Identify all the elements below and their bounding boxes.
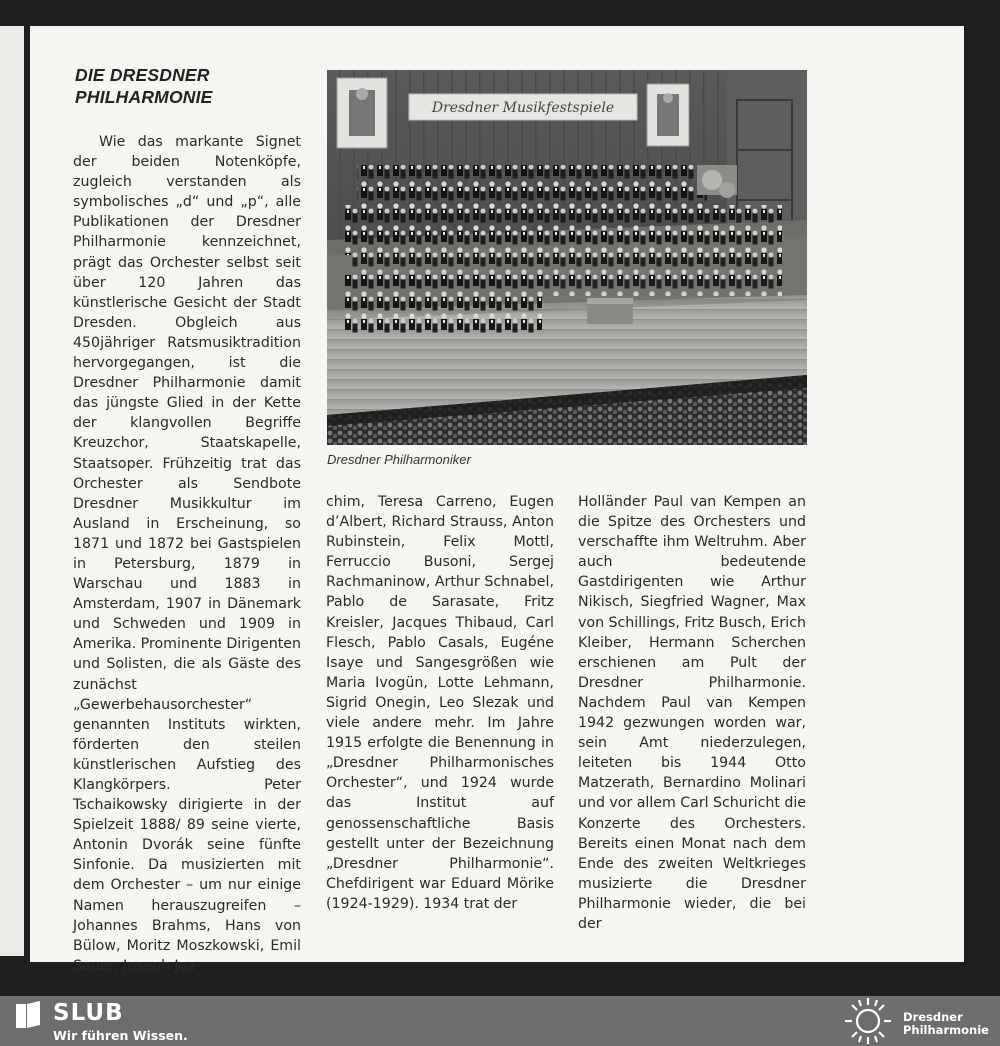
slub-logo-icon[interactable]	[14, 1000, 46, 1032]
heading-line-2: PHILHARMONIE	[75, 87, 213, 107]
previous-page-edge	[0, 26, 24, 956]
library-tagline: Wir führen Wissen.	[53, 1028, 188, 1043]
column-2-text: chim, Teresa Carreno, Eugen d’Albert, Richard Strauss, Anton Rubinstein, Felix Mottl, Ferruccio Busoni, Sergej Rachmaninow, Arthur Schnabel, Pablo de Sarasate, Fritz Kreisler, Jacques Thibaud, Carl Flesch, Pablo Casals, Eugéne Isaye und Sangesgrößen wie Maria Ivogün, Lotte Lehmann, Sigrid Onegin, Leo Slezak und viele andere mehr. Im Jahre 1915 erfolgte die Benennung in „Dresdner Philharmonisches Orchester“, und 1924 wurde das Institut auf genossenschaftliche Basis gestellt unter der Bezeichnung „Dresdner Philharmonie“. Chefdirigent war Eduard Mörike (1924-1929). 1934 trat der	[326, 494, 554, 912]
text-column-3	[578, 492, 806, 934]
photo-banner-text: Dresdner Musikfestspiele	[431, 100, 615, 116]
text-column-2	[326, 492, 554, 914]
orchestra-photo-illustration	[327, 70, 807, 445]
heading-line-1: DIE DRESDNER	[75, 65, 210, 85]
article-heading	[75, 64, 213, 108]
library-name[interactable]: SLUB	[53, 1000, 124, 1026]
photo-caption: Dresdner Philharmoniker	[327, 452, 471, 467]
partner-name[interactable]	[903, 1011, 989, 1037]
orchestra-photo	[327, 70, 807, 445]
philharmonie-logo-icon[interactable]	[841, 996, 895, 1046]
footer-bar	[0, 996, 1000, 1046]
booklet-page	[30, 26, 964, 974]
column-1-text: Wie das markante Signet der beiden Notenköpfe, zugleich verstanden als symbolisches „d“ und „p“, alle Publikationen der Dresdner Philharmonie kennzeichnet, prägt das Orchester selbst seit über 120 Jahren das künstlerische Gesicht der Stadt Dresden. Obgleich aus 450jähriger Ratsmusiktradition hervorgegangen, ist die Dresdner Philharmonie damit das jüngste Glied in der Kette der klangvollen Begriffe Kreuzchor, Staatskapelle, Staatsoper. Frühzeitig trat das Orchester als Sendbote Dresdner Musikkultur im Ausland in Erscheinung, so 1871 und 1872 bei Gastspielen in Petersburg, 1879 in Warschau und 1883 in Amsterdam, 1907 in Dänemark und Schweden und 1909 in Amerika. Prominente Dirigenten und Solisten, die als Gäste des zunächst „Gewerbehausorchester“ genannten Instituts wirkten, förderten den steilen künstlerischen Aufstieg des Klangkörpers. Peter Tschaikowsky dirigierte in der Spielzeit 1888/ 89 seine vierte, Antonin Dvorák seine fünfte Sinfonie. Da musizierten mit dem Orchester – um nur einige Namen herauszugreifen – Johannes Brahms, Hans von Bülow, Moritz Moszkowski, Emil Sauer, Joseph Joa-	[73, 134, 301, 974]
partner-name-line-1: Dresdner	[903, 1010, 963, 1024]
text-column-1	[73, 132, 301, 976]
partner-name-line-2: Philharmonie	[903, 1023, 989, 1037]
column-3-text: Holländer Paul van Kempen an die Spitze des Orchesters und verschaffte ihm Weltruhm. Aber auch bedeutende Gastdirigenten wie Arthur Nikisch, Siegfried Wagner, Max von Schillings, Fritz Busch, Erich Kleiber, Hermann Scherchen erschienen am Pult der Dresdner Philharmonie. Nachdem Paul van Kempen 1942 gezwungen worden war, sein Amt niederzulegen, leiteten bis 1944 Otto Matzerath, Bernardino Molinari und vor allem Carl Schuricht die Konzerte des Orchesters. Bereits einen Monat nach dem Ende des zweiten Weltkrieges musizierte die Dresdner Philharmonie wieder, die bei der	[578, 494, 806, 932]
